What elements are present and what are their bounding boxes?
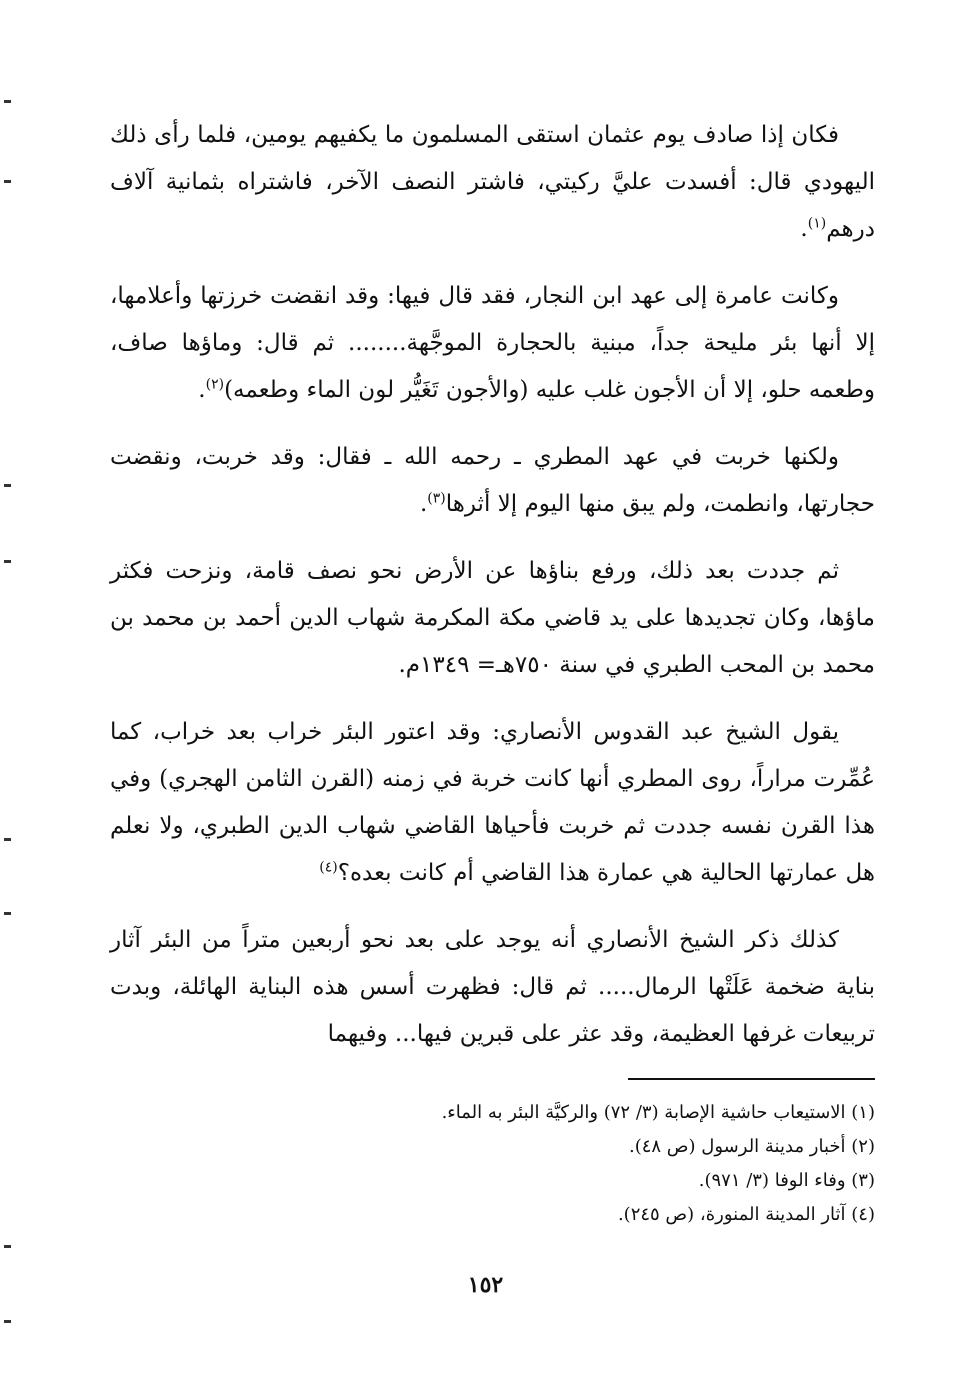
footnote-ref-4[interactable]: (٤) (319, 859, 338, 876)
footnotes (300, 1096, 875, 1232)
scan-margin-mark (4, 1320, 11, 1323)
paragraph-1-text: فكان إذا صادف يوم عثمان استقى المسلمون ما يكفيهم يومين، فلما رأى ذلك اليهودي قال: أفسدت عليَّ ركيتي، فاشتر النصف الآخر، فاشتراه بثمانية آلاف درهم (110, 122, 875, 242)
footnote-1: (١) الاستيعاب حاشية الإصابة (٣/ ٧٢) والركيَّة البئر به الماء. (441, 1102, 875, 1123)
scan-margin-mark (4, 1245, 11, 1248)
paragraph-2-text: وكانت عامرة إلى عهد ابن النجار، فقد قال فيها: وقد انقضت خرزتها وأعلامها، إلا أنها بئر مليحة جداً، مبنية بالحجارة الموجَّهة........ ثم قال: وماؤها صاف، وطعمه حلو، إلا أن الأجون غلب عليه (والأجون تَغَيُّر لون الماء وطعمه) (110, 283, 875, 403)
footnote-3: (٣) وفاء الوفا (٣/ ٩٧١). (698, 1170, 875, 1191)
footnote-4: (٤) آثار المدينة المنورة، (ص ٢٤٥). (617, 1204, 875, 1225)
scan-margin-mark (4, 484, 11, 487)
footnote-ref-2[interactable]: (٢) (205, 376, 225, 393)
scan-margin-mark (4, 180, 11, 183)
paragraph-6-text: كذلك ذكر الشيخ الأنصاري أنه يوجد على بعد نحو أربعين متراً من البئر آثار بناية ضخمة عَلَتْها الرمال..... ثم قال: فظهرت أسس هذه البناية الهائلة، وبدت تربيعات غرفها العظيمة، وقد عثر على قبرين فيها... وفيهما (110, 927, 875, 1047)
paragraph-4 (110, 548, 875, 689)
paragraph-3 (110, 434, 875, 528)
footnote-ref-1[interactable]: (١) (807, 215, 827, 232)
paragraph-1-end: . (800, 216, 808, 242)
scan-margin-mark (4, 100, 11, 103)
paragraph-5-text: يقول الشيخ عبد القدوس الأنصاري: وقد اعتور البئر خراب بعد خراب، كما عُمِّرت مراراً، روى المطري أنها كانت خربة في زمنه (القرن الثامن الهجري) وفي هذا القرن نفسه جددت ثم خربت فأحياها القاضي شهاب الدين الطبري، ولا نعلم هل عمارتها الحالية هي عمارة هذا القاضي أم كانت بعده؟ (110, 719, 875, 886)
footnote-2: (٢) أخبار مدينة الرسول (ص ٤٨). (628, 1136, 875, 1157)
paragraph-5 (110, 709, 875, 897)
main-text (110, 112, 875, 1078)
paragraph-1 (110, 112, 875, 253)
footnote-ref-3[interactable]: (٣) (427, 490, 446, 507)
scan-margin-mark (4, 838, 11, 841)
scan-margin-mark (4, 912, 11, 915)
paragraph-2-end: . (198, 377, 206, 403)
footnote-separator (628, 1078, 875, 1080)
paragraph-2 (110, 273, 875, 414)
scan-margin-mark (4, 560, 11, 563)
paragraph-6 (110, 917, 875, 1058)
paragraph-3-text: ولكنها خربت في عهد المطري ـ رحمه الله ـ فقال: وقد خربت، ونقضت حجارتها، وانطمت، ولم يبق منها اليوم إلا أثرها (110, 444, 875, 517)
paragraph-3-end: . (419, 491, 428, 517)
paragraph-4-text: ثم جددت بعد ذلك، ورفع بناؤها عن الأرض نحو نصف قامة، ونزحت فكثر ماؤها، وكان تجديدها على يد قاضي مكة المكرمة شهاب الدين أحمد بن محمد بن محمد بن المحب الطبري في سنة ٧٥٠هـ= ١٣٤٩م. (110, 558, 875, 678)
page-number: ١٥٢ (467, 1272, 504, 1298)
